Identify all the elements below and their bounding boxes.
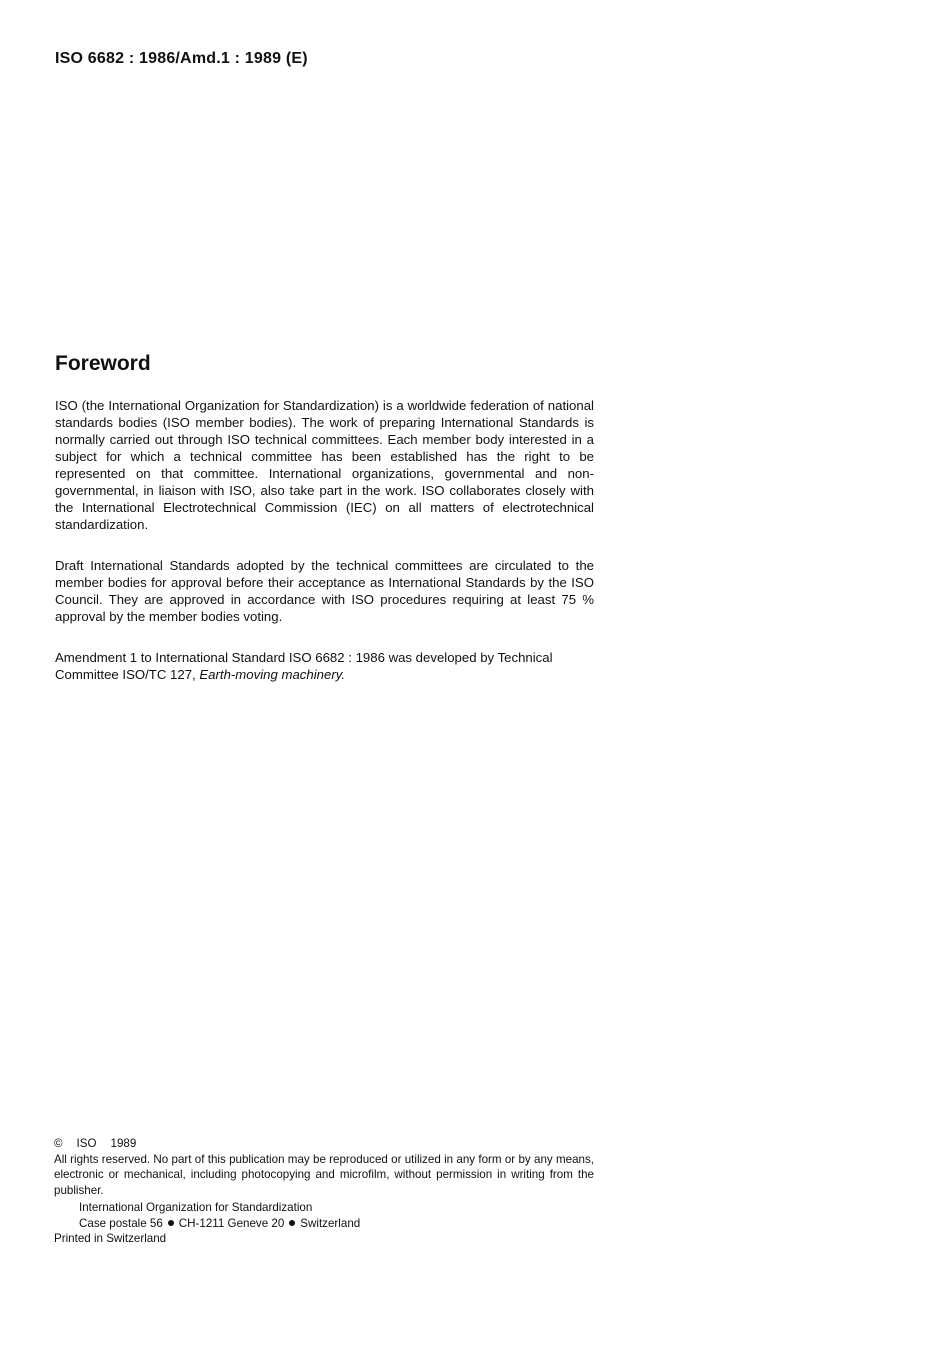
- postal-address: [79, 1216, 594, 1232]
- printed-in: Printed in Switzerland: [54, 1232, 167, 1245]
- rights-notice: All rights reserved. No part of this publication may be reproduced or utilized in any form or by any means, electronic or mechanical, including photocopying and microfilm, without permission in writing from the publisher.: [54, 1152, 594, 1197]
- copyright-year: 1989: [110, 1137, 137, 1150]
- copyright-footer: [54, 1136, 594, 1247]
- copyright-holder: ISO: [76, 1137, 97, 1150]
- foreword-paragraph-1: ISO (the International Organization for Standardization) is a worldwide federation of national standards bodies (ISO member bodies). The work of preparing International Standards is normally carried out through ISO technical committees. Each member body interested in a subject for which a technical committee has been established has the right to be represented on that committee. International organizations, governmental and non-governmental, in liaison with ISO, also take part in the work. ISO collaborates closely with the International Electrotechnical Commission (IEC) on all matters of electrotechnical standardization.: [55, 398, 594, 532]
- copyright-line: [54, 1136, 594, 1152]
- organization-name: International Organization for Standardization: [79, 1201, 313, 1214]
- foreword-heading: Foreword: [55, 352, 151, 375]
- publisher-address: [54, 1200, 594, 1231]
- address-city: CH-1211 Geneve 20: [178, 1216, 285, 1230]
- committee-title: Earth-moving machinery.: [199, 667, 345, 682]
- foreword-paragraph-3: [55, 649, 594, 683]
- amendment-statement: Amendment 1 to International Standard ISO 6682 : 1986 was developed by Technical Committee ISO/TC 127,: [55, 650, 553, 682]
- address-country: Switzerland: [300, 1216, 361, 1230]
- foreword-paragraph-2: Draft International Standards adopted by the technical committees are circulated to the member bodies for approval before their acceptance as International Standards by the ISO Council. They are approved in accordance with ISO procedures requiring at least 75 % approval by the member bodies voting.: [55, 558, 594, 624]
- copyright-icon: ©: [54, 1137, 63, 1150]
- bullet-icon: [289, 1220, 295, 1226]
- address-case-postale: Case postale 56: [79, 1216, 163, 1230]
- document-identifier: ISO 6682 : 1986/Amd.1 : 1989 (E): [55, 50, 308, 67]
- bullet-icon: [168, 1220, 174, 1226]
